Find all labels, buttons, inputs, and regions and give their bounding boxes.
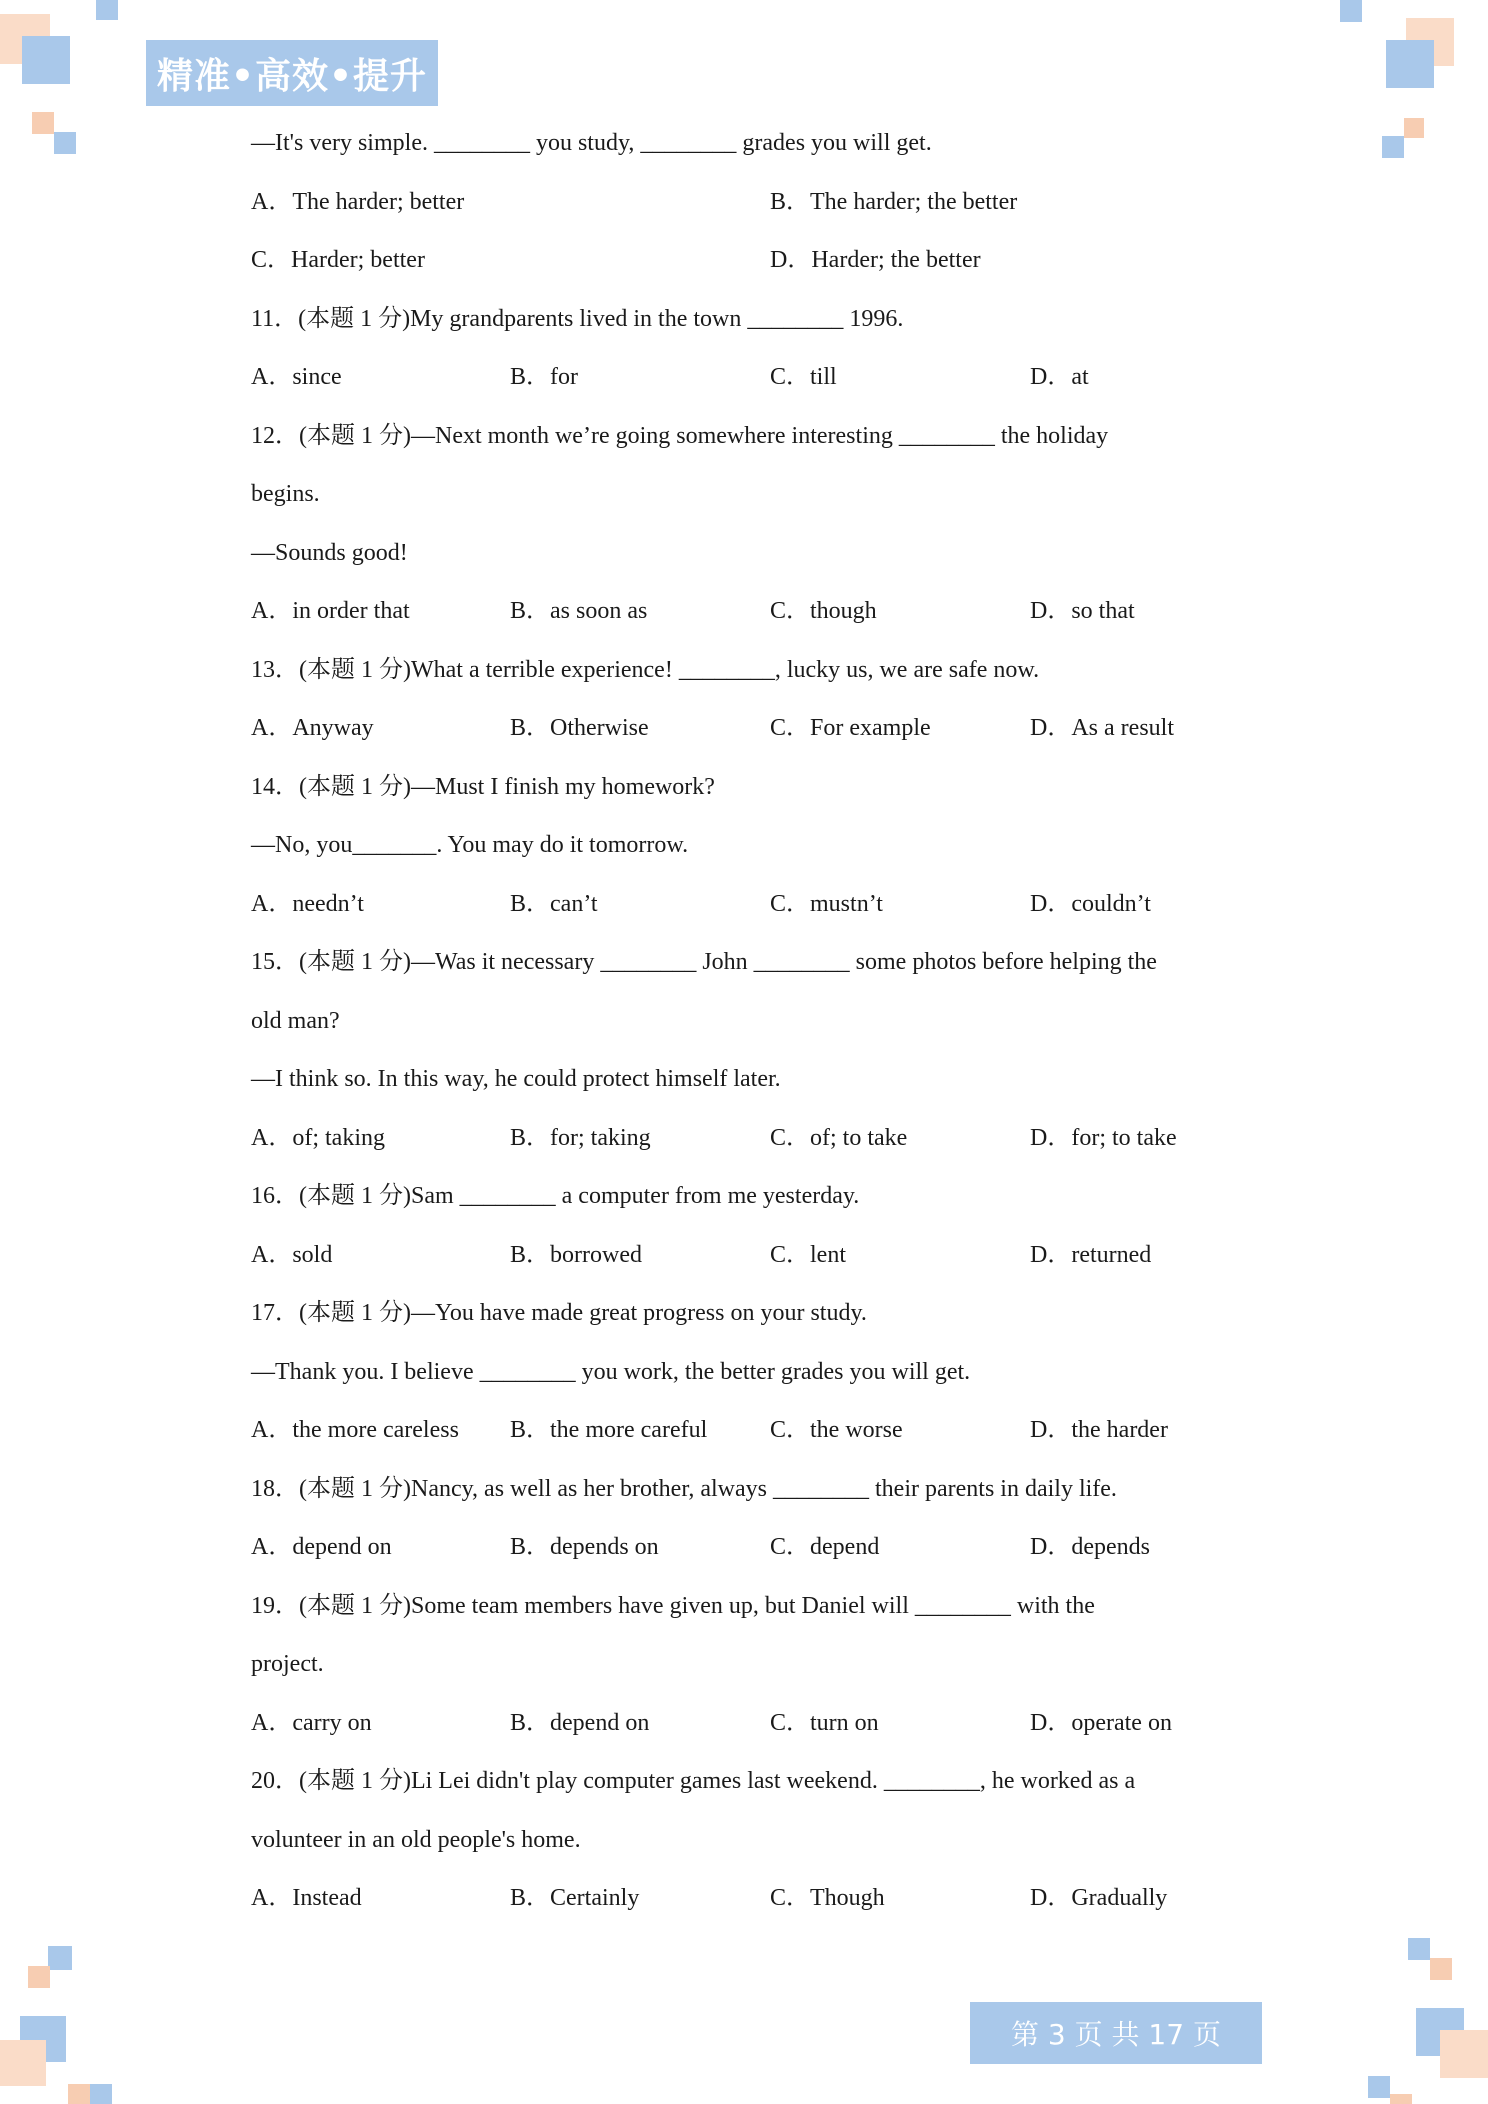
- decor-square: [22, 36, 70, 84]
- question-text: 13．(本题 1 分)What a terrible experience! ________, lucky us, we are safe now.: [251, 656, 1040, 683]
- answer-option[interactable]: [1030, 362, 1089, 392]
- answer-option[interactable]: [510, 1708, 649, 1738]
- decor-square: [0, 2040, 46, 2086]
- question-text: 19．(本题 1 分)Some team members have given up, but Daniel will ________ with the: [251, 1592, 1095, 1619]
- answer-option[interactable]: [251, 187, 464, 217]
- option-letter: D．: [1030, 1709, 1072, 1736]
- question-text: 20．(本题 1 分)Li Lei didn't play computer games last weekend. ________, he worked as a: [251, 1768, 1136, 1794]
- option-letter: B．: [510, 890, 551, 917]
- answer-option[interactable]: [770, 362, 837, 392]
- option-text: Gradually: [1071, 1885, 1168, 1911]
- answer-option[interactable]: [510, 1532, 659, 1562]
- answer-option[interactable]: [770, 1532, 879, 1562]
- option-letter: C．: [770, 1885, 811, 1911]
- page-number-box: [970, 2002, 1262, 2064]
- option-text: though: [810, 598, 877, 624]
- decor-square: [90, 2084, 112, 2104]
- option-letter: B．: [510, 715, 551, 741]
- option-letter: C．: [770, 364, 811, 390]
- question-text: —Sounds good!: [251, 539, 408, 566]
- answer-option[interactable]: [251, 1883, 362, 1913]
- option-text: Harder; the better: [811, 247, 981, 273]
- option-text: since: [292, 364, 342, 390]
- option-text: in order that: [292, 598, 410, 624]
- option-letter: C．: [770, 1709, 811, 1736]
- option-text: as soon as: [550, 598, 648, 624]
- option-text: at: [1071, 364, 1089, 390]
- option-text: mustn’t: [810, 890, 883, 917]
- decor-square: [96, 0, 118, 20]
- question-text: volunteer in an old people's home.: [251, 1826, 581, 1853]
- option-letter: C．: [251, 247, 292, 273]
- option-text: for; taking: [550, 1124, 651, 1151]
- answer-option[interactable]: [251, 1240, 332, 1270]
- option-text: The harder; the better: [810, 188, 1018, 215]
- question-text: 18．(本题 1 分)Nancy, as well as her brother, always ________ their parents in daily life.: [251, 1475, 1117, 1502]
- answer-option[interactable]: [770, 596, 877, 626]
- option-text: depends: [1071, 1534, 1150, 1560]
- answer-option[interactable]: [251, 596, 410, 626]
- question-text: 11．(本题 1 分)My grandparents lived in the town ________ 1996.: [251, 305, 904, 332]
- answer-option[interactable]: [1030, 889, 1151, 919]
- option-text: till: [810, 364, 837, 390]
- decor-square: [32, 112, 54, 134]
- decor-square: [1382, 136, 1404, 158]
- option-text: Instead: [292, 1885, 362, 1911]
- option-text: the more careful: [550, 1417, 708, 1443]
- option-text: the harder: [1071, 1417, 1168, 1443]
- decor-square: [68, 2084, 90, 2104]
- option-text: depend on: [550, 1709, 650, 1736]
- option-text: the more careless: [292, 1417, 459, 1443]
- option-text: depends on: [550, 1534, 659, 1560]
- option-letter: C．: [770, 598, 811, 624]
- option-letter: D．: [1030, 890, 1072, 917]
- option-letter: D．: [1030, 364, 1072, 390]
- decor-square: [1386, 40, 1434, 88]
- option-letter: A．: [251, 1885, 293, 1911]
- option-text: Anyway: [292, 715, 374, 741]
- option-letter: C．: [770, 890, 811, 917]
- option-text: Certainly: [550, 1885, 640, 1911]
- answer-option[interactable]: [1030, 1240, 1151, 1270]
- option-letter: C．: [770, 1241, 811, 1268]
- option-letter: A．: [251, 715, 293, 741]
- question-text: project.: [251, 1651, 324, 1677]
- answer-option[interactable]: [1030, 596, 1135, 626]
- question-text: 17．(本题 1 分)—You have made great progress on your study.: [251, 1300, 867, 1326]
- option-letter: D．: [1030, 598, 1072, 624]
- option-letter: B．: [510, 1417, 551, 1443]
- answer-option[interactable]: [770, 889, 883, 919]
- answer-option[interactable]: [770, 187, 1017, 217]
- option-letter: B．: [510, 598, 551, 624]
- option-letter: B．: [510, 1709, 551, 1736]
- option-text: Harder; better: [291, 247, 425, 273]
- option-letter: A．: [251, 598, 293, 624]
- answer-option[interactable]: [510, 362, 578, 392]
- decor-square: [1408, 1938, 1430, 1960]
- decor-square: [1404, 118, 1424, 138]
- option-text: borrowed: [550, 1241, 642, 1268]
- option-text: returned: [1071, 1241, 1152, 1268]
- decor-square: [1440, 2030, 1488, 2078]
- decor-square: [1340, 0, 1362, 22]
- answer-option[interactable]: [251, 713, 374, 743]
- decor-square: [1368, 2076, 1390, 2098]
- option-text: of; taking: [292, 1124, 385, 1151]
- option-letter: D．: [1030, 1124, 1072, 1151]
- decor-square: [1430, 1958, 1452, 1980]
- answer-option[interactable]: [510, 596, 647, 626]
- answer-option[interactable]: [770, 1240, 846, 1270]
- answer-option[interactable]: [510, 1415, 707, 1445]
- option-letter: B．: [770, 188, 811, 215]
- option-letter: A．: [251, 1534, 293, 1560]
- option-letter: A．: [251, 1417, 293, 1443]
- option-letter: C．: [770, 1417, 811, 1443]
- answer-option[interactable]: [770, 1883, 885, 1913]
- option-letter: A．: [251, 890, 293, 917]
- option-letter: D．: [1030, 715, 1072, 741]
- brand-banner: [146, 40, 438, 106]
- decor-square: [28, 1966, 50, 1988]
- answer-option[interactable]: [1030, 713, 1174, 743]
- answer-option[interactable]: [770, 245, 981, 275]
- option-text: can’t: [550, 890, 598, 917]
- question-text: —I think so. In this way, he could protect himself later.: [251, 1066, 781, 1092]
- option-letter: D．: [1030, 1241, 1072, 1268]
- option-text: operate on: [1071, 1709, 1172, 1736]
- option-text: turn on: [810, 1709, 879, 1736]
- option-text: Though: [810, 1885, 885, 1911]
- option-text: depend on: [292, 1534, 392, 1560]
- page-number: 第 3 页 共 17 页: [1011, 2018, 1221, 2051]
- answer-option[interactable]: [1030, 1532, 1150, 1562]
- option-text: the worse: [810, 1417, 903, 1443]
- question-text: begins.: [251, 481, 320, 507]
- answer-option[interactable]: [770, 1123, 907, 1153]
- option-text: for; to take: [1071, 1124, 1177, 1151]
- question-text: —Thank you. I believe ________ you work, the better grades you will get.: [251, 1358, 971, 1385]
- option-letter: A．: [251, 188, 293, 215]
- answer-option[interactable]: [510, 889, 598, 919]
- option-letter: B．: [510, 364, 551, 390]
- option-letter: D．: [1030, 1534, 1072, 1560]
- option-letter: A．: [251, 1709, 293, 1736]
- question-text: —No, you_______. You may do it tomorrow.: [251, 832, 689, 858]
- option-text: so that: [1071, 598, 1135, 624]
- option-letter: B．: [510, 1534, 551, 1560]
- option-letter: D．: [1030, 1417, 1072, 1443]
- answer-option[interactable]: [770, 1708, 879, 1738]
- option-letter: B．: [510, 1241, 551, 1268]
- option-letter: A．: [251, 1241, 293, 1268]
- answer-option[interactable]: [1030, 1415, 1168, 1445]
- answer-option[interactable]: [1030, 1883, 1167, 1913]
- question-text: 12．(本题 1 分)—Next month we’re going somewhere interesting ________ the holiday: [251, 422, 1109, 449]
- answer-option[interactable]: [510, 713, 649, 743]
- answer-option[interactable]: [1030, 1123, 1177, 1153]
- answer-option[interactable]: [510, 1240, 642, 1270]
- option-text: of; to take: [810, 1124, 908, 1151]
- question-text: old man?: [251, 1007, 340, 1034]
- question-text: 14．(本题 1 分)—Must I finish my homework?: [251, 773, 715, 800]
- option-text: Otherwise: [550, 715, 649, 741]
- answer-option[interactable]: [510, 1123, 651, 1153]
- option-text: sold: [292, 1241, 333, 1268]
- answer-option[interactable]: [251, 362, 342, 392]
- option-letter: D．: [770, 247, 812, 273]
- option-letter: D．: [1030, 1885, 1072, 1911]
- option-letter: C．: [770, 1124, 811, 1151]
- option-letter: A．: [251, 364, 293, 390]
- option-text: carry on: [292, 1709, 372, 1736]
- decor-square: [48, 1946, 72, 1970]
- option-text: couldn’t: [1071, 890, 1151, 917]
- brand-text: 精准•高效•提升: [156, 55, 428, 97]
- answer-option[interactable]: [251, 1532, 392, 1562]
- option-letter: A．: [251, 1124, 293, 1151]
- option-text: As a result: [1071, 715, 1174, 741]
- answer-option[interactable]: [251, 889, 364, 919]
- question-text: 15．(本题 1 分)—Was it necessary ________ John ________ some photos before helping the: [251, 949, 1157, 975]
- answer-option[interactable]: [251, 1123, 385, 1153]
- option-text: lent: [810, 1241, 847, 1268]
- option-letter: B．: [510, 1885, 551, 1911]
- option-letter: B．: [510, 1124, 551, 1151]
- option-letter: C．: [770, 1534, 811, 1560]
- answer-option[interactable]: [251, 1415, 459, 1445]
- option-letter: C．: [770, 715, 811, 741]
- question-text: 16．(本题 1 分)Sam ________ a computer from me yesterday.: [251, 1183, 860, 1209]
- answer-option[interactable]: [510, 1883, 639, 1913]
- answer-option[interactable]: [770, 713, 931, 743]
- answer-option[interactable]: [251, 1708, 372, 1738]
- answer-option[interactable]: [251, 245, 425, 275]
- decor-square: [1390, 2094, 1412, 2104]
- question-text: —It's very simple. ________ you study, ________ grades you will get.: [251, 130, 932, 156]
- option-text: depend: [810, 1534, 880, 1560]
- option-text: For example: [810, 715, 931, 741]
- answer-option[interactable]: [770, 1415, 903, 1445]
- answer-option[interactable]: [1030, 1708, 1172, 1738]
- option-text: needn’t: [292, 890, 364, 917]
- option-text: for: [550, 364, 578, 390]
- decor-square: [54, 132, 76, 154]
- option-text: The harder; better: [292, 188, 465, 215]
